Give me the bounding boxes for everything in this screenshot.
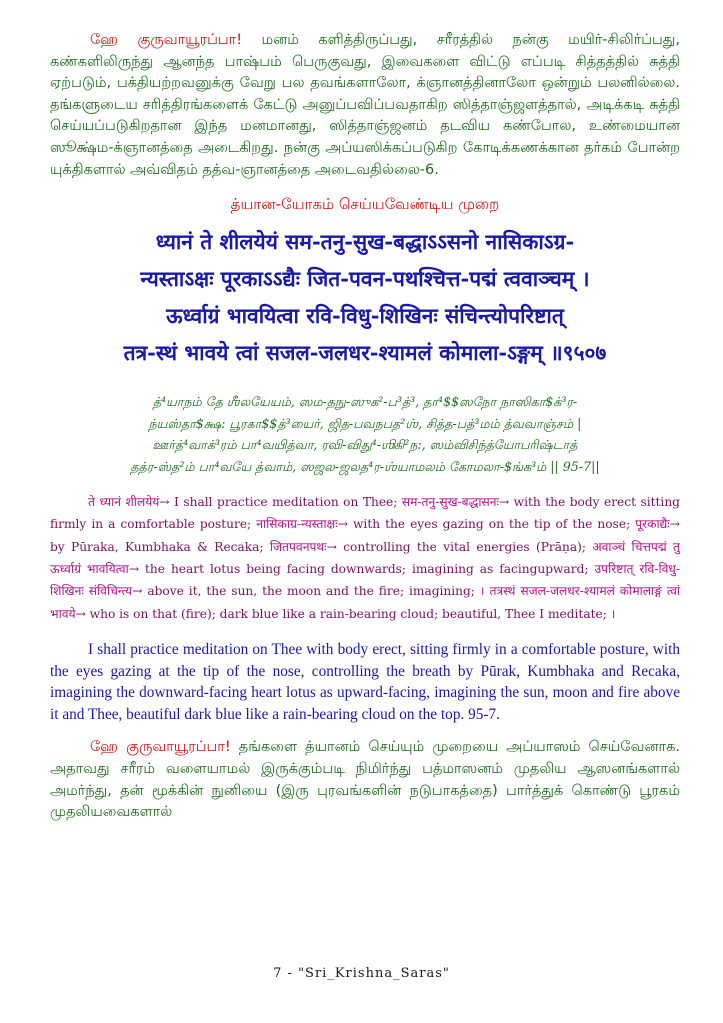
word-english: → above it, the sun, the moon and the fire; imagining; bbox=[132, 584, 480, 599]
verse-line: तत्र-स्थं भावये त्वां सजल-जलधर-श्यामलं कोमाला-ऽङ्गम् ॥९५०७ bbox=[123, 340, 607, 366]
word-sanskrit: सम-तनु-सुख-बद्धासनः bbox=[401, 495, 499, 510]
tamil-commentary-1 bbox=[50, 30, 680, 181]
word-sanskrit: अवाञ्चं चित्तपद्मं तु ऊर्ध्वाग्रं भावयित्वा bbox=[50, 539, 680, 577]
word-english: → the heart lotus being facing downwards; imagining as facingupward; bbox=[128, 562, 595, 577]
word-sanskrit: । bbox=[610, 606, 616, 621]
commentary-text: தங்களை த்யானம் செய்யும் முறையை அப்யாஸம் செய்வேனாக. அதாவது சரீரம் வளையாமல் இருக்கும்படி நிமிர்ந்து பத்மாஸனம் முதலிய ஆஸனங்களால் அமர்ந்து, தன் மூக்கின் நுனியை (இரு புரவங்களின் நடுபாகத்தை) பார்த்துக் கொண்டு பூரகம் முதலியவைகளால் bbox=[50, 739, 681, 821]
page-body bbox=[50, 30, 680, 824]
word-meaning bbox=[50, 491, 680, 625]
word-english: → I shall practice meditation on Thee; bbox=[159, 495, 402, 510]
word-sanskrit: ते ध्यानं शीलयेयं bbox=[88, 495, 160, 510]
translit-line: ந்யஸ்தா$க்ஷ: பூரகா$$த்³யைர், ஜித-பவநபத²ஶ், சித்த-பத்³மம் த்வவாஞ்சம் | bbox=[148, 415, 582, 431]
word-english: → by Pūraka, Kumbhaka & Recaka; bbox=[50, 517, 680, 554]
translit-line: த்⁴யாநம் தே ஶீலயேயம், ஸம-தநு-ஸுக²-ப³த்³, தா⁴$$ஸநோ நாஸிகா$க்³ர- bbox=[152, 394, 578, 410]
page-footer: 7 - "Sri_Krishna_Saras" bbox=[273, 966, 450, 981]
word-sanskrit: जितपवनपथः bbox=[269, 539, 327, 554]
word-english: → controlling the vital energies (Prāṇa); bbox=[326, 539, 593, 554]
translit-line: தத்ர-ஸ்த²ம் பா⁴வயே த்வாம், ஸஜல-ஜலத⁴ர-ஶ்யாமலம் கோமலா-$ங்க³ம் || 95-7|| bbox=[130, 458, 600, 474]
word-sanskrit: पूरकाद्यैः bbox=[635, 517, 670, 532]
address-guruvayurappa: ஹே குருவாயூரப்பா! bbox=[90, 32, 243, 48]
verse-line: ऊर्ध्वाग्रं भावयित्वा रवि-विधु-शिखिनः संचिन्त्योपरिष्टात् bbox=[166, 303, 564, 329]
tamil-transliteration bbox=[50, 391, 680, 477]
word-english: → who is on that (fire); dark blue like a rain-bearing cloud; beautiful, Thee I meditate; bbox=[75, 606, 611, 621]
verse-line: ध्यानं ते शीलयेयं सम-तनु-सुख-बद्धाऽऽसनो नासिकाऽग्र- bbox=[155, 229, 575, 255]
commentary-text: மனம் களித்திருப்பது, சரீரத்தில் நன்கு மயிர்-சிலிர்ப்பது, கண்களிலிருந்து ஆனந்த பாஷ்பம் பெருகுவது, இவைகளை விட்டு எப்படி சித்தத்தில் சுத்தி ஏற்படும், பக்தியற்றவனுக்கு வேறு பல தவங்களாலோ, க்ஞானத்தினாலோ ஒன்றும் பலனில்லை. தங்களுடைய சரித்திரங்களைக் கேட்டு அனுப்பவிப்பவதாகிற ஸித்தாஞ்ஜளத்தால், அடிக்கடி சுத்தி செய்யப்படுகிறதான இந்த மனமானது, ஸித்தாஞ்ஜனம் தடவிய கண்போல, உண்மையான ஸூக்ஷ்ம-க்ஞானத்தை அடைகிறது. நன்கு அப்யஸிக்கப்படுகிற கோடிக்கணக்கான தர்கம் போன்ற யுக்திகளால் அவ்விதம் தத்வ-ஞானத்தை அடைவதில்லை-6. bbox=[50, 32, 680, 178]
translit-line: ஊர்த்⁴வாக்³ரம் பா⁴வயித்வா, ரவி-விது⁴-ஶிகி²ந:, ஸம்விசிந்த்யோபரிஷ்டாத் bbox=[152, 437, 578, 453]
word-english: → with the body erect sitting firmly in a comfortable posture; bbox=[50, 495, 680, 532]
english-translation: I shall practice meditation on Thee with body erect, sitting firmly in a comfortable posture, with the eyes gazing at the tip of the nose, controlling the breath by Pūrak, Kumbhaka and Recaka, imagining the downward-facing heart lotus as upward-facing, imagining the sun, moon and fire above it and Thee, beautiful dark blue like a rain-bearing cloud on the top. 95-7. bbox=[50, 640, 680, 723]
word-english: → with the eyes gazing on the tip of the nose; bbox=[337, 517, 636, 532]
tamil-commentary-2 bbox=[50, 737, 680, 823]
word-sanskrit: नासिकाग्र-न्यस्ताक्षः bbox=[256, 517, 338, 532]
word-sanskrit: उपरिष्टात् रवि-विधु-शिखिनः संविचिन्त्य bbox=[50, 562, 680, 599]
verse-line: न्यस्ताऽक्षः पूरकाऽऽद्यैः जित-पवन-पथश्चित्त-पद्मं त्ववाञ्चम् । bbox=[140, 266, 590, 292]
sanskrit-verse bbox=[50, 223, 680, 371]
word-sanskrit: । तत्रस्थं सजल-जलधर-श्यामलं कोमालाङ्गं त्वां भावये bbox=[50, 584, 681, 621]
address-guruvayurappa: ஹே குருவாயூரப்பா! bbox=[90, 739, 231, 756]
section-heading: த்யான-யோகம் செய்யவேண்டிய முறை bbox=[230, 195, 500, 214]
